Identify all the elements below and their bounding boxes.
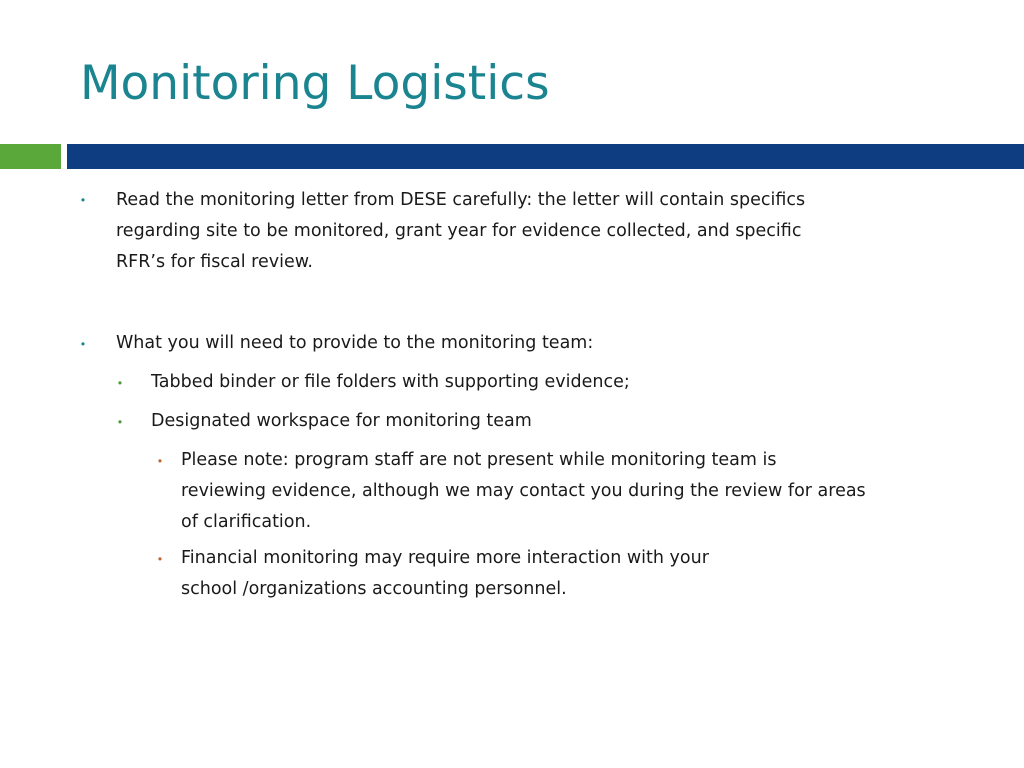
sub-sub-bullet-marker: •: [157, 454, 163, 468]
sub-bullet-marker: •: [117, 376, 123, 390]
bullet-marker: •: [80, 193, 86, 207]
sub-bullet-marker: •: [117, 415, 123, 429]
slide-title: Monitoring Logistics: [80, 56, 550, 111]
sub-bullet-item-binder: Tabbed binder or file folders with supporting evidence;: [151, 372, 630, 392]
sub-sub-bullet-item-please-note: Please note: program staff are not present while monitoring team is reviewing evidence, although we may contact you during the review for areas of clarification.: [181, 450, 866, 532]
sub-bullet-item-workspace: Designated workspace for monitoring team: [151, 411, 532, 431]
sub-sub-bullet-item-financial: Financial monitoring may require more interaction with your school /organizations accounting personnel.: [181, 548, 709, 599]
sub-sub-bullet-marker: •: [157, 552, 163, 566]
bullet-item-provide-team: What you will need to provide to the monitoring team:: [116, 333, 594, 353]
bullet-marker: •: [80, 337, 86, 351]
bullet-item-dese-letter: Read the monitoring letter from DESE carefully: the letter will contain specifics regarding site to be monitored, grant year for evidence collected, and specific RFR’s for fiscal review.: [116, 190, 806, 272]
